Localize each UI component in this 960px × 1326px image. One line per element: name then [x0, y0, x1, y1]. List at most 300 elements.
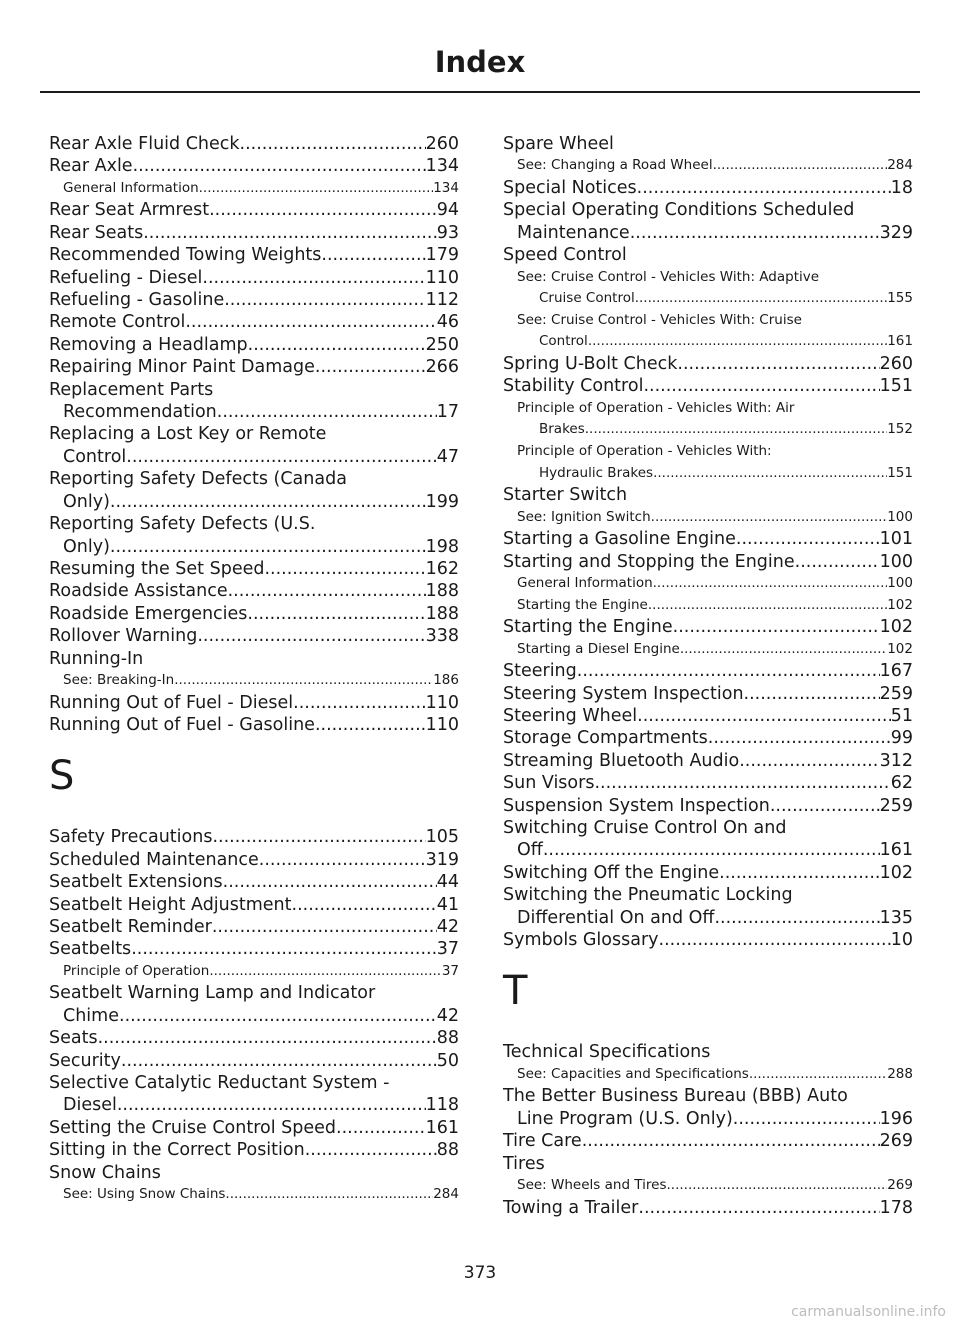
page-ref: 260: [879, 354, 913, 374]
index-entry[interactable]: [503, 929, 913, 951]
entry-continuation: [503, 907, 913, 929]
index-entry[interactable]: [503, 177, 913, 199]
page-ref: 162: [425, 558, 459, 579]
section-letter: T: [503, 968, 528, 1015]
entry-text: See: Capacities and Specifications: [517, 1065, 749, 1082]
entry-text: Sitting in the Correct Position: [49, 1140, 305, 1161]
page-ref: 88: [436, 1140, 459, 1161]
index-entry[interactable]: [503, 683, 913, 705]
index-entry[interactable]: [49, 222, 459, 244]
entry-text-continued: Line Program (U.S. Only): [517, 1108, 733, 1129]
entry-text: Remote Control: [49, 312, 186, 333]
entry-text: Repairing Minor Paint Damage: [49, 357, 315, 378]
dot-leader: [653, 463, 887, 485]
page-ref: 151: [879, 376, 913, 397]
index-column-right: [503, 133, 913, 1219]
index-entry[interactable]: [49, 826, 459, 848]
entry-text-continued: Chime: [63, 1005, 119, 1026]
dot-leader: [199, 178, 434, 200]
index-entry[interactable]: [49, 894, 459, 916]
index-entry[interactable]: [503, 551, 913, 573]
index-entry[interactable]: [49, 916, 459, 938]
dot-leader: [638, 1197, 879, 1219]
dot-leader: [637, 705, 891, 727]
entry-text: Starting and Stopping the Engine: [503, 551, 795, 572]
dot-leader: [143, 222, 437, 244]
index-entry[interactable]: [503, 795, 913, 817]
entry-text: Special Notices: [503, 178, 637, 198]
entry-continuation: [49, 491, 459, 513]
index-column-left: [49, 133, 459, 1206]
index-subentry[interactable]: [503, 573, 913, 595]
index-entry[interactable]: [49, 155, 459, 177]
index-entry[interactable]: [503, 862, 913, 884]
index-entry[interactable]: [503, 375, 913, 397]
entry-text: Roadside Emergencies: [49, 603, 248, 624]
page-ref: 10: [890, 930, 913, 951]
page-ref: 151: [887, 464, 913, 481]
page-ref: 196: [879, 1108, 913, 1129]
page-ref: 284: [433, 1186, 459, 1203]
page-ref: 161: [879, 840, 913, 861]
index-entry[interactable]: [503, 1197, 913, 1219]
dot-leader: [259, 849, 426, 871]
index-entry[interactable]: [503, 528, 913, 550]
index-entry[interactable]: [49, 603, 459, 625]
page-ref: 319: [425, 849, 459, 870]
index-entry[interactable]: [49, 513, 459, 558]
entry-text: Removing a Headlamp: [49, 334, 248, 355]
entry-text: Replacing a Lost Key or Remote: [49, 424, 327, 445]
entry-text: Replacement Parts: [49, 379, 214, 400]
page-ref: 110: [425, 692, 459, 713]
dot-leader: [749, 1064, 887, 1086]
page-ref: 37: [436, 939, 459, 960]
dot-leader: [202, 267, 425, 289]
index-entry[interactable]: [49, 580, 459, 602]
entry-text: Seatbelt Extensions: [49, 872, 223, 893]
dot-leader: [209, 961, 441, 983]
dot-leader: [185, 311, 436, 333]
entry-continuation: [503, 419, 913, 441]
page-ref: 47: [436, 446, 459, 467]
entry-text: Scheduled Maintenance: [49, 849, 259, 870]
entry-text: Principle of Operation - Vehicles With: Air: [517, 399, 795, 416]
page-ref: 18: [890, 178, 913, 198]
entry-continuation: [503, 288, 913, 310]
page-ref: 269: [879, 1131, 913, 1152]
dot-leader: [197, 625, 425, 647]
entry-text: Refueling - Diesel: [49, 267, 203, 288]
index-entry[interactable]: [503, 616, 913, 638]
dot-leader: [98, 1027, 437, 1049]
page-ref: 186: [433, 671, 459, 688]
page-ref: 102: [887, 640, 913, 657]
watermark: carmanualsonline.info: [791, 1304, 946, 1320]
index-subentry[interactable]: [503, 267, 913, 310]
dot-leader: [733, 1108, 880, 1130]
entry-text-continued: Control: [63, 446, 127, 467]
page-ref: 135: [879, 907, 913, 928]
page-ref: 188: [425, 603, 459, 624]
entry-text: Principle of Operation - Vehicles With:: [517, 443, 772, 459]
entry-text: Recommended Towing Weights: [49, 245, 322, 266]
page-ref: 42: [436, 916, 459, 937]
entry-text: Rear Axle: [49, 156, 133, 177]
dot-leader: [209, 199, 437, 221]
page-ref: 37: [441, 962, 459, 979]
dot-leader: [643, 375, 879, 397]
page-ref: 88: [436, 1028, 459, 1049]
entry-text: Switching Off the Engine: [503, 862, 720, 883]
dot-leader: [744, 683, 880, 705]
dot-leader: [131, 938, 437, 960]
entry-continuation: [49, 401, 459, 423]
page-ref: 100: [879, 551, 913, 572]
index-subentry[interactable]: [503, 1175, 913, 1197]
dot-leader: [248, 334, 426, 356]
dot-leader: [677, 353, 879, 375]
index-subentry[interactable]: [503, 595, 913, 617]
dot-leader: [653, 573, 888, 595]
page-ref: 259: [879, 795, 913, 816]
dot-leader: [133, 155, 426, 177]
page-ref: 266: [425, 357, 459, 378]
index-subentry[interactable]: [49, 961, 459, 983]
index-entry[interactable]: [503, 727, 913, 749]
page-ref: 161: [887, 333, 913, 350]
entry-text-continued: Brakes: [539, 421, 585, 438]
page-ref: 284: [887, 157, 913, 174]
index-entry[interactable]: [503, 884, 913, 929]
page-ref: 155: [887, 290, 913, 307]
entry-text: Seats: [49, 1028, 98, 1049]
index-heading: Spare Wheel: [503, 134, 614, 154]
entry-continuation: [503, 839, 913, 861]
entry-text: See: Cruise Control - Vehicles With: Adaptive: [517, 268, 820, 285]
index-entry[interactable]: [49, 1027, 459, 1049]
dot-leader: [223, 871, 437, 893]
page-ref: 288: [887, 1065, 913, 1082]
index-entry[interactable]: [503, 660, 913, 682]
page-ref: 250: [425, 334, 459, 355]
dot-leader: [117, 1094, 426, 1116]
title-divider: [40, 91, 920, 93]
index-entry[interactable]: [49, 938, 459, 960]
entry-text-continued: Diesel: [63, 1095, 117, 1116]
dot-leader: [635, 288, 888, 310]
index-entry[interactable]: [49, 1072, 459, 1117]
entry-text: Seatbelts: [49, 939, 132, 960]
entry-text: Running Out of Fuel - Diesel: [49, 692, 294, 713]
entry-text: Steering System Inspection: [503, 683, 744, 704]
entry-text: Seatbelt Warning Lamp and Indicator: [49, 983, 376, 1004]
entry-text: Suspension System Inspection: [503, 795, 770, 816]
entry-text: Switching Cruise Control On and: [503, 818, 787, 839]
dot-leader: [630, 222, 880, 244]
entry-text: See: Ignition Switch: [517, 508, 651, 525]
dot-leader: [121, 1050, 437, 1072]
index-entry[interactable]: [49, 356, 459, 378]
index-entry[interactable]: [49, 982, 459, 1027]
entry-text: Seatbelt Height Adjustment: [49, 894, 292, 915]
dot-leader: [305, 1139, 437, 1161]
index-entry[interactable]: [49, 625, 459, 647]
index-entry[interactable]: [503, 705, 913, 727]
entry-text: Setting the Cruise Control Speed: [49, 1117, 336, 1138]
entry-text: Rear Seats: [49, 222, 144, 243]
page-ref: 179: [425, 245, 459, 266]
entry-text-continued: Maintenance: [517, 222, 630, 243]
dot-leader: [315, 356, 426, 378]
page-ref: 102: [879, 862, 913, 883]
dot-leader: [648, 595, 887, 617]
dot-leader: [588, 331, 887, 353]
entry-text: General Information: [517, 575, 653, 591]
entry-continuation: [49, 1094, 459, 1116]
dot-leader: [247, 603, 425, 625]
dot-leader: [264, 558, 425, 580]
dot-leader: [673, 616, 880, 638]
dot-leader: [708, 727, 891, 749]
page-ref: 99: [890, 728, 913, 749]
dot-leader: [110, 536, 426, 558]
index-entry[interactable]: [49, 714, 459, 736]
entry-text: See: Breaking-In: [63, 671, 175, 688]
index-entry[interactable]: [49, 468, 459, 513]
dot-leader: [293, 692, 425, 714]
entry-text: Sun Visors: [503, 773, 595, 794]
index-entry[interactable]: [49, 423, 459, 468]
index-entry[interactable]: [503, 817, 913, 862]
entry-text: Rear Seat Armrest: [49, 200, 210, 221]
page-ref: 100: [887, 508, 913, 525]
index-subentry[interactable]: [49, 670, 459, 692]
page-ref: 188: [425, 581, 459, 602]
entry-text: See: Cruise Control - Vehicles With: Cruise: [517, 311, 802, 328]
entry-text: Starting a Diesel Engine: [517, 640, 680, 657]
page-ref: 46: [436, 312, 459, 333]
entry-text: Safety Precautions: [49, 827, 213, 848]
entry-text: See: Using Snow Chains: [63, 1186, 226, 1203]
index-heading: Speed Control: [503, 245, 627, 266]
entry-continuation: [503, 463, 913, 485]
dot-leader: [336, 1117, 426, 1139]
entry-text: Switching the Pneumatic Locking: [503, 885, 793, 906]
index-entry[interactable]: [49, 267, 459, 289]
index-heading: Technical Specifications: [503, 1042, 711, 1063]
entry-text: Tire Care: [503, 1131, 582, 1152]
index-entry[interactable]: [503, 199, 913, 244]
entry-text: Storage Compartments: [503, 728, 708, 749]
page-ref: 62: [890, 773, 913, 794]
entry-text: See: Wheels and Tires: [517, 1177, 667, 1194]
index-entry[interactable]: [503, 1130, 913, 1152]
entry-text-continued: Off: [517, 840, 543, 861]
index-entry[interactable]: [49, 199, 459, 221]
page-ref: 94: [436, 200, 459, 221]
index-entry[interactable]: [503, 772, 913, 794]
entry-text: Starting the Engine: [517, 596, 648, 613]
entry-text: Running Out of Fuel - Gasoline: [49, 714, 315, 735]
dot-leader: [795, 551, 880, 573]
page-ref: 102: [887, 596, 913, 613]
index-subentry[interactable]: [503, 639, 913, 661]
entry-text: Spring U-Bolt Check: [503, 354, 678, 374]
page-ref: 17: [436, 402, 459, 423]
entry-continuation: [49, 536, 459, 558]
dot-leader: [225, 1184, 433, 1206]
index-entry[interactable]: [503, 353, 913, 375]
page-ref: 44: [436, 872, 459, 893]
entry-text: Reporting Safety Defects (Canada: [49, 469, 347, 490]
dot-leader: [770, 795, 880, 817]
dot-leader: [585, 419, 887, 441]
index-subentry[interactable]: [503, 441, 913, 484]
dot-leader: [174, 670, 433, 692]
entry-text: Principle of Operation: [63, 962, 210, 979]
dot-leader: [577, 660, 880, 682]
entry-text-continued: Cruise Control: [539, 290, 635, 307]
page-ref: 178: [879, 1197, 913, 1218]
page-ref: 110: [425, 714, 459, 735]
page-ref: 102: [879, 617, 913, 638]
entry-text: Starting the Engine: [503, 617, 673, 638]
entry-text-continued: Recommendation: [63, 402, 217, 423]
page-ref: 93: [436, 222, 459, 243]
index-entry[interactable]: [49, 1117, 459, 1139]
entry-text: Streaming Bluetooth Audio: [503, 750, 740, 771]
dot-leader: [543, 839, 880, 861]
index-entry[interactable]: [503, 1085, 913, 1130]
index-heading: Running-In: [49, 648, 144, 669]
entry-text: Towing a Trailer: [503, 1197, 639, 1218]
dot-leader: [719, 862, 879, 884]
entry-text-continued: Only): [63, 536, 110, 557]
dot-leader: [240, 133, 426, 155]
entry-text: Reporting Safety Defects (U.S.: [49, 514, 316, 535]
dot-leader: [680, 639, 887, 661]
page-ref: 50: [436, 1050, 459, 1071]
entry-text: Starting a Gasoline Engine: [503, 529, 736, 550]
dot-leader: [739, 750, 879, 772]
page-ref: 112: [425, 290, 459, 311]
index-subentry[interactable]: [49, 178, 459, 200]
entry-text-continued: Only): [63, 491, 110, 512]
dot-leader: [713, 155, 888, 177]
index-entry[interactable]: [49, 244, 459, 266]
index-entry[interactable]: [49, 558, 459, 580]
index-entry[interactable]: [49, 1050, 459, 1072]
index-heading: Snow Chains: [49, 1162, 161, 1183]
entry-text: See: Changing a Road Wheel: [517, 157, 713, 174]
section-letter: S: [49, 753, 75, 800]
entry-text: Rollover Warning: [49, 626, 198, 647]
page-ref: 152: [887, 421, 913, 438]
dot-leader: [714, 907, 879, 929]
index-entry[interactable]: [49, 334, 459, 356]
entry-continuation: [503, 222, 913, 244]
index-entry[interactable]: [49, 692, 459, 714]
page-ref: 198: [425, 536, 459, 557]
dot-leader: [666, 1175, 887, 1197]
page-ref: 118: [425, 1095, 459, 1116]
page-ref: 41: [436, 894, 459, 915]
entry-continuation: [49, 446, 459, 468]
dot-leader: [110, 491, 426, 513]
index-subentry[interactable]: [49, 1184, 459, 1206]
entry-text: Steering: [503, 661, 577, 682]
index-entry[interactable]: [49, 289, 459, 311]
page-ref: 100: [887, 575, 913, 591]
entry-text: Special Operating Conditions Scheduled: [503, 200, 855, 221]
index-entry[interactable]: [49, 133, 459, 155]
index-subentry[interactable]: [503, 155, 913, 177]
page-ref: 312: [879, 750, 913, 771]
dot-leader: [212, 826, 425, 848]
page-ref: 161: [425, 1117, 459, 1138]
page-ref: 51: [890, 706, 913, 726]
index-entry[interactable]: [49, 849, 459, 871]
page-ref: 134: [425, 156, 459, 177]
index-subentry[interactable]: [503, 398, 913, 441]
entry-text: General Information: [63, 179, 199, 196]
index-subentry[interactable]: [503, 1064, 913, 1086]
index-subentry[interactable]: [503, 507, 913, 529]
dot-leader: [228, 580, 426, 602]
dot-leader: [651, 507, 888, 529]
entry-text: Seatbelt Reminder: [49, 916, 212, 937]
page-ref: 259: [879, 683, 913, 704]
dot-leader: [315, 714, 426, 736]
entry-text: The Better Business Bureau (BBB) Auto: [503, 1086, 848, 1107]
dot-leader: [637, 177, 891, 199]
page-title: Index: [434, 45, 526, 79]
dot-leader: [126, 446, 436, 468]
index-entry[interactable]: [49, 379, 459, 424]
dot-leader: [582, 1130, 880, 1152]
page-ref: 269: [887, 1177, 913, 1194]
dot-leader: [217, 401, 437, 423]
index-entry[interactable]: [49, 1139, 459, 1161]
dot-leader: [119, 1005, 437, 1027]
index-subentry[interactable]: [503, 310, 913, 353]
entry-text: Stability Control: [503, 376, 644, 397]
entry-text: Roadside Assistance: [49, 581, 228, 602]
page-ref: 338: [425, 626, 459, 647]
index-entry[interactable]: [503, 750, 913, 772]
entry-continuation: [503, 1108, 913, 1130]
page-ref: 199: [425, 491, 459, 512]
page-ref: 101: [879, 529, 913, 550]
dot-leader: [224, 289, 425, 311]
page-number: 373: [463, 1263, 497, 1283]
page-ref: 105: [425, 827, 459, 848]
entry-text-continued: Differential On and Off: [517, 907, 715, 928]
entry-text: Refueling - Gasoline: [49, 290, 225, 311]
index-entry[interactable]: [49, 871, 459, 893]
dot-leader: [212, 916, 437, 938]
entry-text: Resuming the Set Speed: [49, 558, 265, 579]
entry-text-continued: Hydraulic Brakes: [539, 464, 654, 481]
entry-text: Rear Axle Fluid Check: [49, 134, 240, 154]
page-ref: 167: [879, 661, 913, 682]
dot-leader: [736, 528, 880, 550]
page-ref: 42: [436, 1005, 459, 1026]
page-ref: 134: [433, 179, 459, 196]
entry-text-continued: Control: [539, 333, 588, 350]
index-entry[interactable]: [49, 311, 459, 333]
